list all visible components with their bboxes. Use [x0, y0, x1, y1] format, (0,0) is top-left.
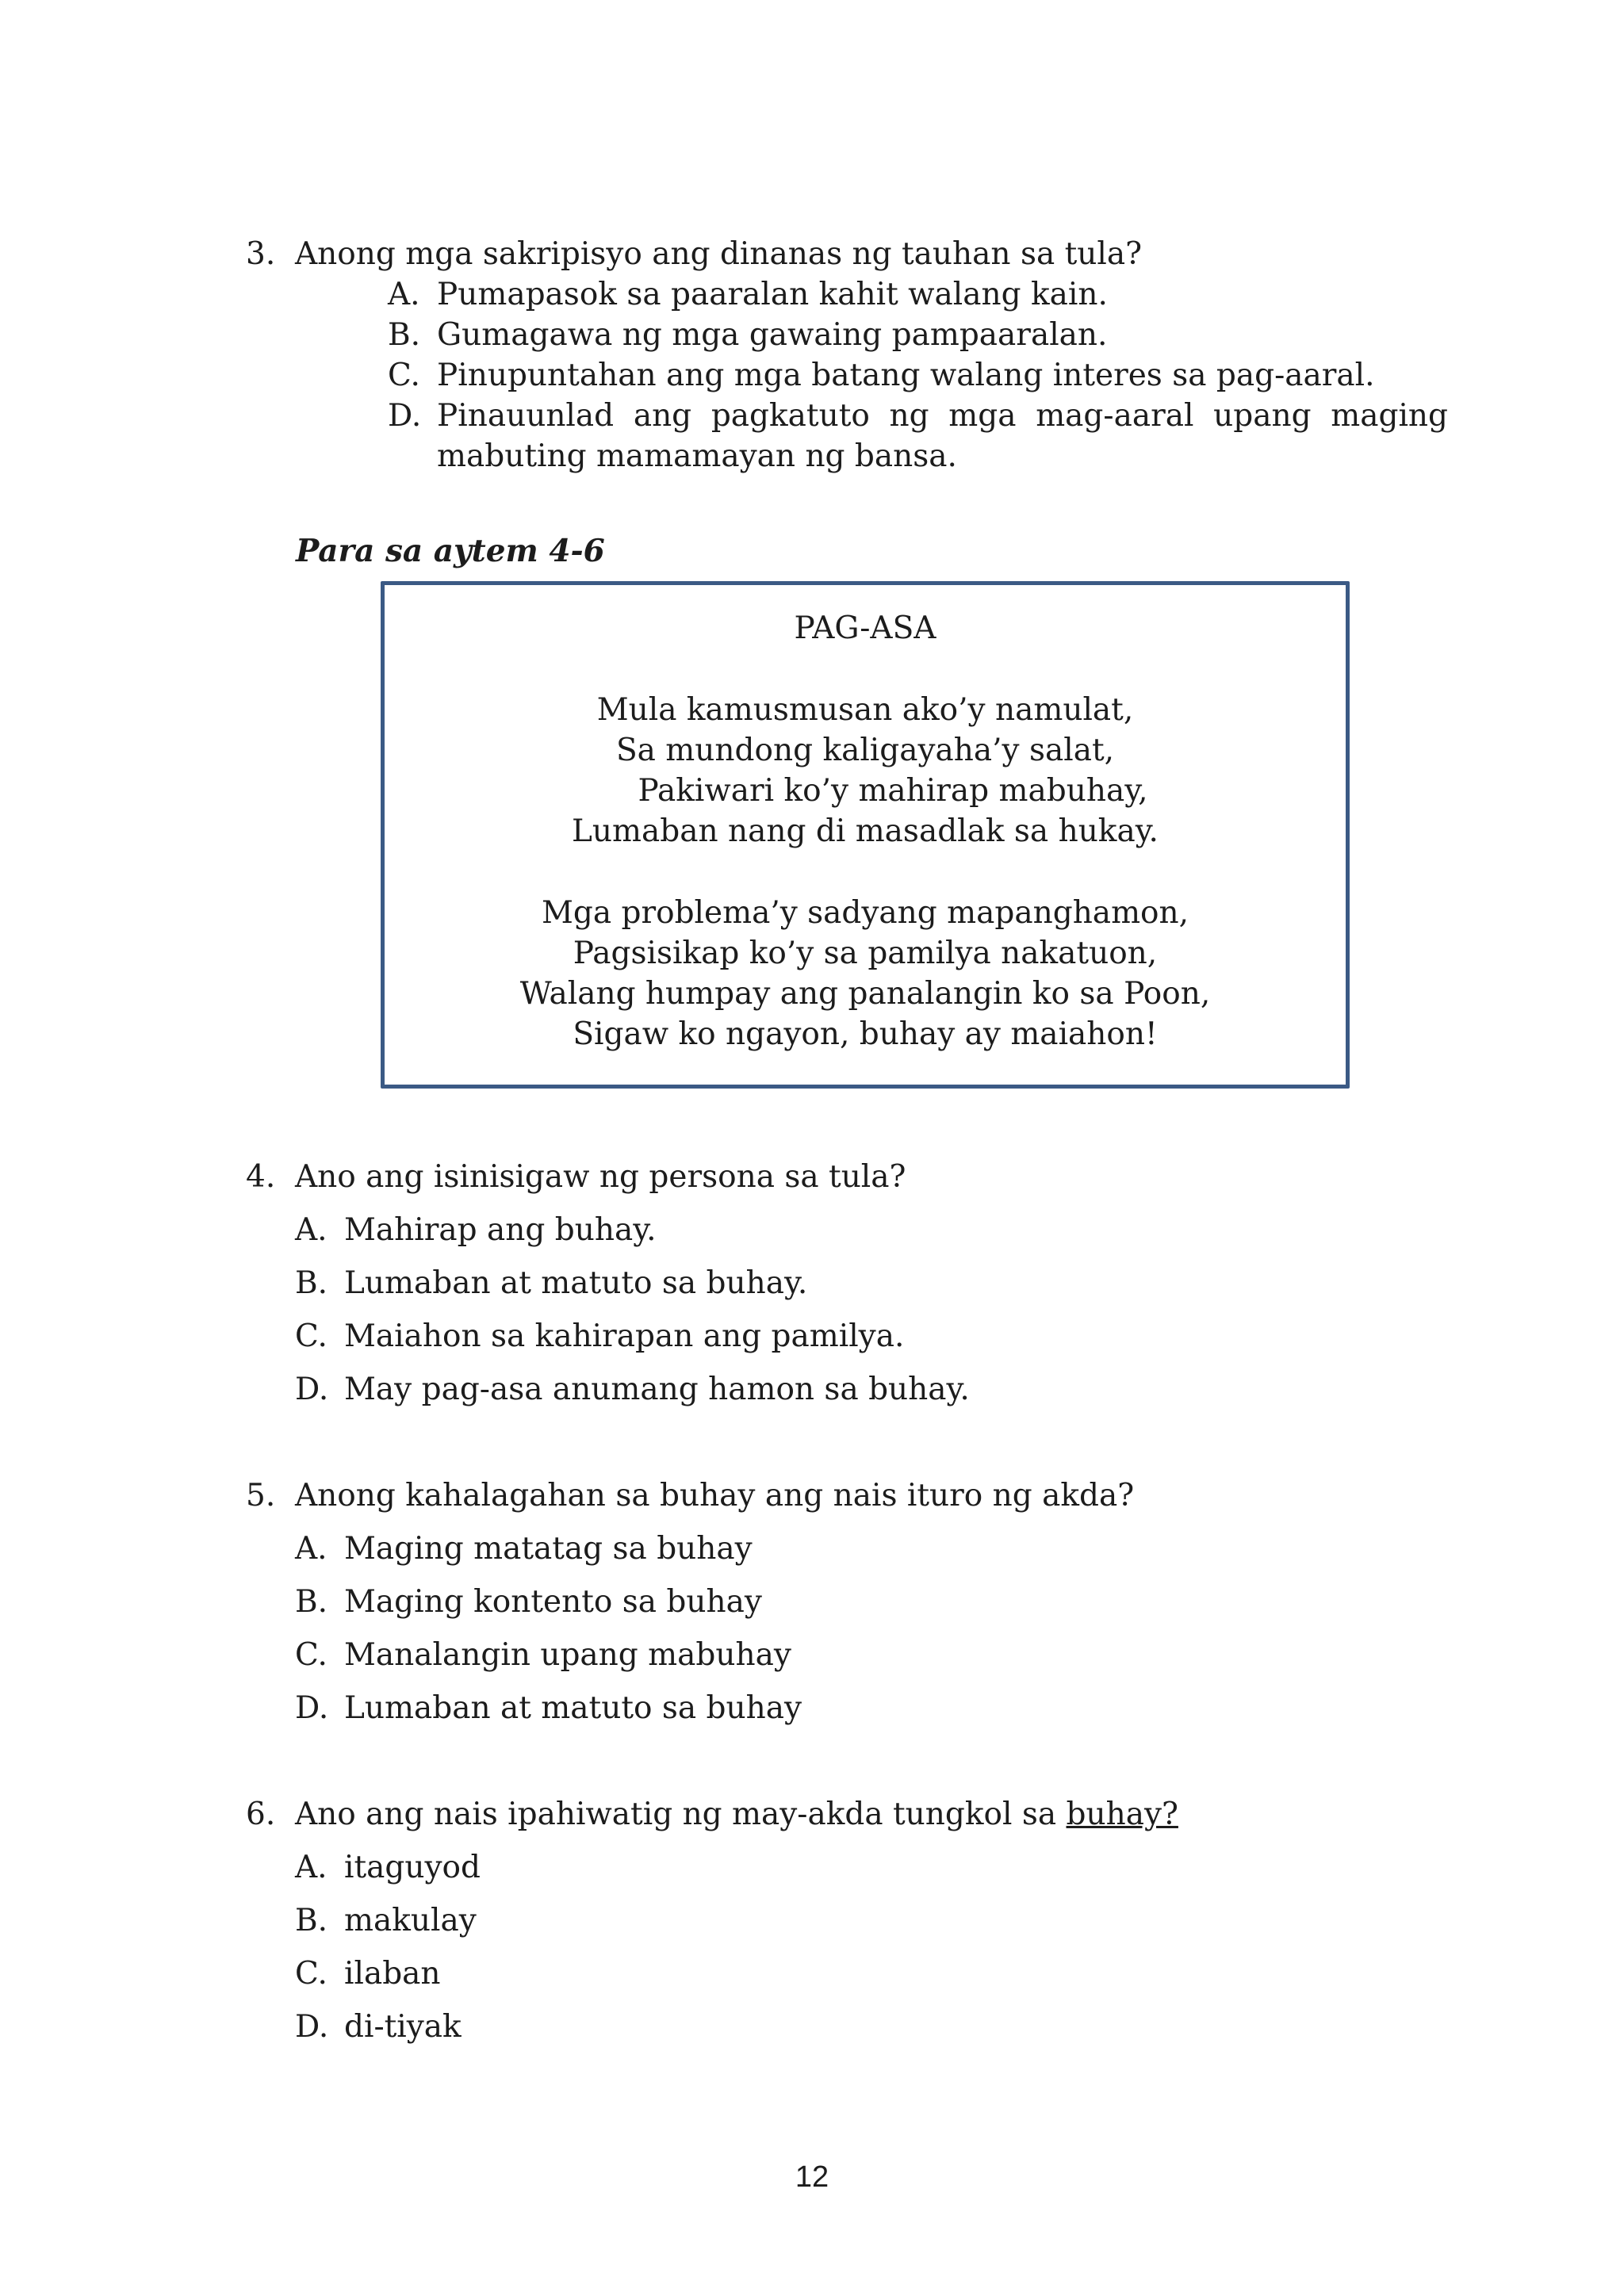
poem-line: Pagsisikap ko’y sa pamilya nakatuon,: [573, 936, 1158, 971]
question-text: Ano ang nais ipahiwatig ng may-akda tungkol sa buhay?: [295, 1797, 1178, 1832]
poem-line: Mula kamusmusan ako’y namulat,: [596, 692, 1134, 728]
page-number: 12: [795, 2160, 829, 2194]
option-5a: A. Maging matatag sa buhay: [295, 1531, 753, 1567]
poem-line: Lumaban nang di masadlak sa hukay.: [572, 813, 1159, 849]
question-text: Ano ang isinisigaw ng persona sa tula?: [295, 1159, 906, 1195]
question-6: [246, 1795, 1178, 1835]
poem-box: [381, 581, 1350, 1089]
option-3c: C. Pinupuntahan ang mga batang walang interes sa pag-aaral.: [388, 358, 1375, 393]
option-4c: C. Maiahon sa kahirapan ang pamilya.: [295, 1318, 905, 1354]
question-3: [246, 235, 1142, 275]
option-6c: C. ilaban: [295, 1956, 441, 1992]
option-4d: D. May pag-asa anumang hamon sa buhay.: [295, 1372, 970, 1407]
option-3a: A. Pumapasok sa paaralan kahit walang kain.: [388, 277, 1108, 312]
section-heading: Para sa aytem 4-6: [296, 533, 605, 569]
poem-line: Walang humpay ang panalangin ko sa Poon,: [519, 976, 1211, 1012]
option-4b: B. Lumaban at matuto sa buhay.: [295, 1265, 808, 1301]
option-5d: D. Lumaban at matuto sa buhay: [295, 1690, 802, 1726]
question-number: 5.: [246, 1478, 276, 1513]
option-6d: D. di-tiyak: [295, 2009, 462, 2045]
poem-line: Sigaw ko ngayon, buhay ay maiahon!: [573, 1016, 1158, 1052]
poem-line: Sa mundong kaligayaha’y salat,: [615, 733, 1115, 768]
question-number: 4.: [246, 1159, 276, 1195]
question-4: [246, 1158, 906, 1198]
option-3d: D. Pinauunlad ang pagkatuto ng mga mag-aaral upang maging mabuting mamamayan ng bansa.: [388, 398, 1448, 474]
poem-line: Pakiwari ko’y mahirap mabuhay,: [638, 773, 1148, 809]
option-5b: B. Maging kontento sa buhay: [295, 1584, 762, 1620]
poem-title: PAG-ASA: [794, 610, 936, 646]
question-number: 6.: [246, 1797, 276, 1832]
question-text: Anong mga sakripisyo ang dinanas ng tauhan sa tula?: [295, 236, 1143, 272]
option-4a: A. Mahirap ang buhay.: [295, 1212, 657, 1248]
underlined-word: buhay?: [1066, 1797, 1178, 1832]
question-5: [246, 1476, 1134, 1517]
option-3b: B. Gumagawa ng mga gawaing pampaaralan.: [388, 317, 1108, 353]
poem-line: Mga problema’y sadyang mapanghamon,: [541, 895, 1189, 931]
question-number: 3.: [246, 236, 276, 272]
option-6b: B. makulay: [295, 1903, 477, 1938]
question-text: Anong kahalagahan sa buhay ang nais ituro ng akda?: [295, 1478, 1135, 1513]
option-5c: C. Manalangin upang mabuhay: [295, 1637, 791, 1673]
option-6a: A. itaguyod: [295, 1850, 481, 1885]
